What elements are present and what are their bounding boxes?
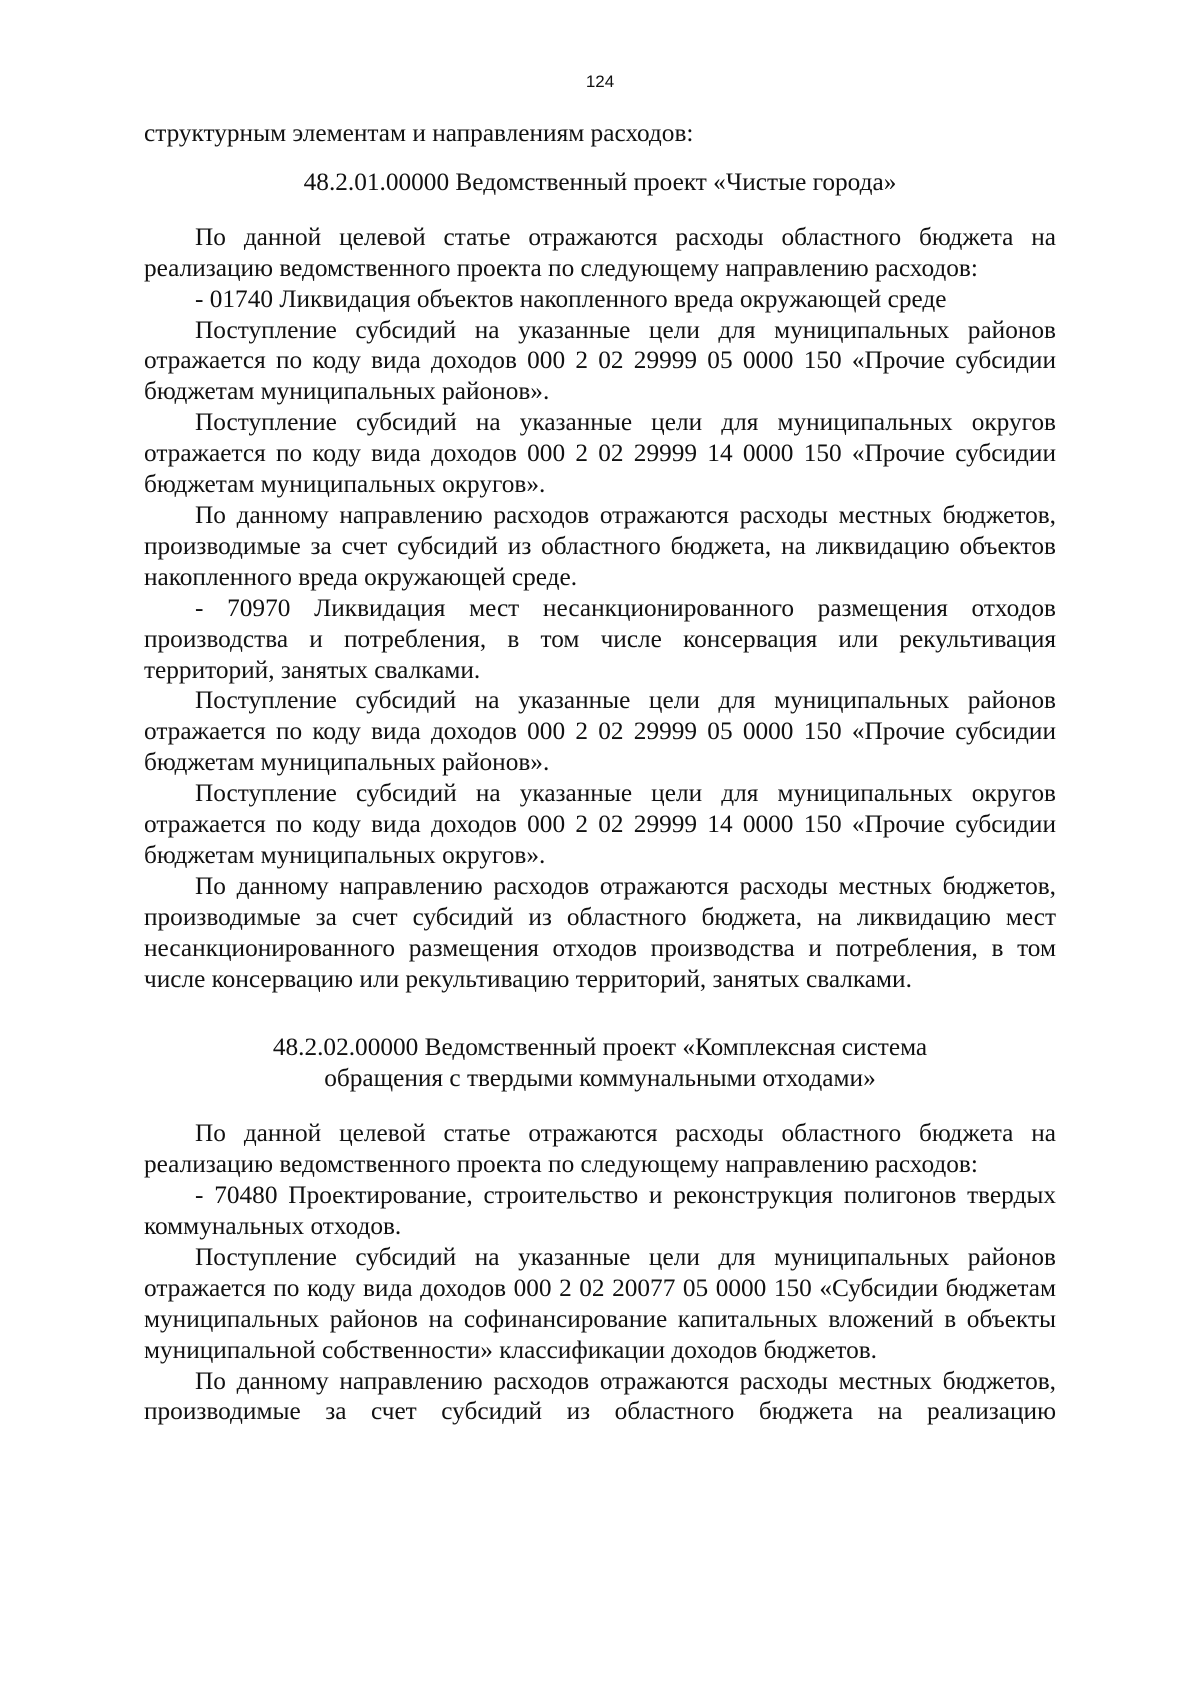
paragraph: Поступление субсидий на указанные цели для муниципальных округов отражается по коду вида доходов 000 2 02 29999 14 0000 150 «Прочие субсидии бюджетам муниципальных округов». [144,408,1056,499]
paragraph: Поступление субсидий на указанные цели для муниципальных районов отражается по коду вида доходов 000 2 02 20077 05 0000 150 «Субсидии бюджетам муниципальных районов на софинансирование капитальных вложений в объекты муниципальной собственности» классификации доходов бюджетов. [144,1242,1056,1364]
expense-direction-item: - 70970 Ликвидация мест несанкционированного размещения отходов производства и потребления, в том числе консервация или рекультивация территорий, занятых свалками. [144,593,1056,684]
paragraph: Поступление субсидий на указанные цели для муниципальных районов отражается по коду вида доходов 000 2 02 29999 05 0000 150 «Прочие субсидии бюджетам муниципальных районов». [144,315,1056,406]
section-heading-2-line1: 48.2.02.00000 Ведомственный проект «Комплексная система [272,1033,928,1062]
expense-direction-item: - 70480 Проектирование, строительство и реконструкция полигонов твердых коммунальных отходов. [144,1181,1056,1240]
section-heading-2 [144,1032,1056,1094]
paragraph: По данному направлению расходов отражаются расходы местных бюджетов, производимые за счет субсидий из областного бюджета на реализацию [144,1366,1056,1426]
paragraph: Поступление субсидий на указанные цели для муниципальных районов отражается по коду вида доходов 000 2 02 29999 05 0000 150 «Прочие субсидии бюджетам муниципальных районов». [144,686,1056,777]
page-number: 124 [585,72,615,91]
paragraph: По данной целевой статье отражаются расходы областного бюджета на реализацию ведомственного проекта по следующему направлению расходов: [144,1119,1056,1179]
paragraph: По данному направлению расходов отражаются расходы местных бюджетов, производимые за счет субсидий из областного бюджета, на ликвидацию объектов накопленного вреда окружающей среде. [144,500,1056,591]
intro-line: структурным элементам и направлениям расходов: [144,119,694,147]
document-body [144,118,1056,1427]
expense-direction-item: - 01740 Ликвидация объектов накопленного вреда окружающей среде [195,284,947,313]
paragraph: По данной целевой статье отражаются расходы областного бюджета на реализацию ведомственного проекта по следующему направлению расходов: [144,222,1056,282]
section-heading-2-line2: обращения с твердыми коммунальными отходами» [324,1064,876,1093]
section-heading-1: 48.2.01.00000 Ведомственный проект «Чистые города» [303,167,897,196]
paragraph: Поступление субсидий на указанные цели для муниципальных округов отражается по коду вида доходов 000 2 02 29999 14 0000 150 «Прочие субсидии бюджетам муниципальных округов». [144,779,1056,869]
paragraph: По данному направлению расходов отражаются расходы местных бюджетов, производимые за счет субсидий из областного бюджета, на ликвидацию мест несанкционированного размещения отходов производства и потребления, в том числе консервацию или рекультивацию территорий, занятых свалками. [144,871,1056,993]
